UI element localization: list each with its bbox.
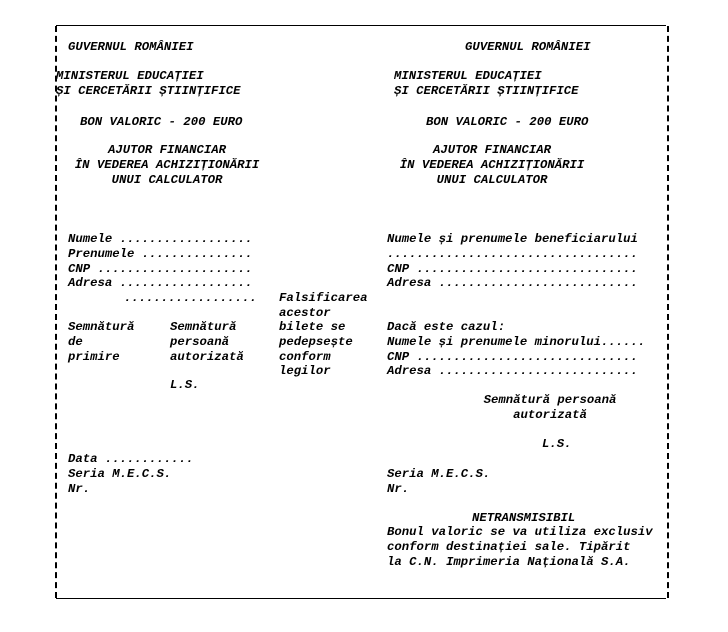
left-sig-person-1: Semnătură — [170, 320, 237, 334]
warning-line-2: acestor — [279, 306, 331, 320]
right-minor-name: Numele și prenumele minorului...... — [387, 335, 646, 349]
right-sig-person-1: Semnătură persoană — [483, 393, 617, 407]
warning-line-3: bilete se — [279, 320, 346, 334]
right-field-adresa: Adresa ........................... — [387, 276, 638, 290]
right-minor-adresa: Adresa ........................... — [387, 364, 638, 378]
left-voucher-title: BON VALORIC - 200 EURO — [80, 115, 243, 129]
right-ministry-line2: ȘI CERCETĂRII ȘTIINȚIFICE — [394, 84, 579, 98]
warning-line-5: conform — [279, 350, 331, 364]
right-nontransferable: NETRANSMISIBIL — [472, 511, 576, 525]
right-beneficiary-dots: .................................. — [387, 247, 638, 261]
left-sig-person-2: persoană — [170, 335, 230, 349]
left-government: GUVERNUL ROMÂNIEI — [68, 40, 194, 54]
right-usage-line1: Bonul valoric se va utiliza exclusiv — [387, 525, 653, 539]
right-ls: L.S. — [542, 437, 572, 451]
left-field-adresa: Adresa .................. — [68, 276, 253, 290]
left-nr: Nr. — [68, 482, 91, 496]
left-date: Data ............ — [68, 452, 194, 466]
right-series: Seria M.E.C.S. — [387, 467, 491, 481]
warning-line-4: pedepsește — [279, 335, 353, 349]
left-sig-person-3: autorizată — [170, 350, 244, 364]
right-voucher-title: BON VALORIC - 200 EURO — [426, 115, 589, 129]
right-nr: Nr. — [387, 482, 410, 496]
left-ministry-line1: MINISTERUL EDUCAȚIEI — [56, 69, 204, 83]
top-border — [56, 25, 666, 26]
right-border — [667, 26, 669, 598]
left-aid-line1: AJUTOR FINANCIAR — [107, 143, 227, 157]
bottom-border — [56, 598, 666, 599]
right-case-label: Dacă este cazul: — [387, 320, 506, 334]
warning-line-1: Falsificarea — [279, 291, 368, 305]
left-sig-receipt-2: de — [68, 335, 83, 349]
right-government: GUVERNUL ROMÂNIEI — [465, 40, 591, 54]
left-border — [55, 26, 57, 598]
right-usage-line2: conform destinației sale. Tipărit — [387, 540, 631, 554]
right-aid-line1: AJUTOR FINANCIAR — [432, 143, 552, 157]
right-aid-line2: ÎN VEDEREA ACHIZIȚIONĂRII — [399, 158, 585, 172]
left-aid-line3: UNUI CALCULATOR — [111, 173, 223, 187]
right-beneficiary-label: Numele și prenumele beneficiarului — [387, 232, 638, 246]
right-sig-person-2: autorizată — [513, 408, 587, 422]
left-ministry-line2: ȘI CERCETĂRII ȘTIINȚIFICE — [56, 84, 241, 98]
left-series: Seria M.E.C.S. — [68, 467, 172, 481]
left-ls: L.S. — [170, 378, 200, 392]
left-field-cnp: CNP ..................... — [68, 262, 253, 276]
left-field-prenume: Prenumele ............... — [68, 247, 253, 261]
left-sig-receipt-3: primire — [68, 350, 120, 364]
right-field-cnp: CNP .............................. — [387, 262, 638, 276]
warning-line-6: legilor — [279, 364, 331, 378]
right-ministry-line1: MINISTERUL EDUCAȚIEI — [394, 69, 542, 83]
left-sig-receipt-1: Semnătură — [68, 320, 135, 334]
right-usage-line3: la C.N. Imprimeria Națională S.A. — [387, 555, 631, 569]
left-field-nume: Numele .................. — [68, 232, 253, 246]
right-aid-line3: UNUI CALCULATOR — [436, 173, 548, 187]
left-field-adresa-cont: .................. — [124, 291, 257, 305]
right-minor-cnp: CNP .............................. — [387, 350, 638, 364]
left-aid-line2: ÎN VEDEREA ACHIZIȚIONĂRII — [74, 158, 260, 172]
